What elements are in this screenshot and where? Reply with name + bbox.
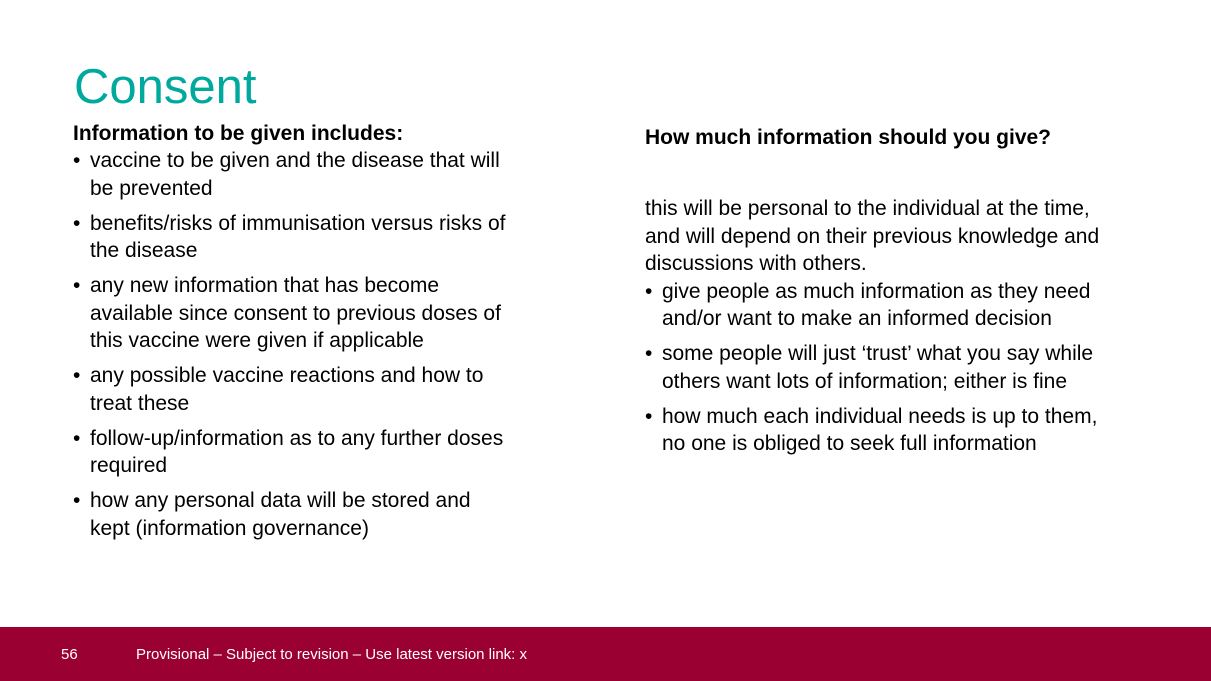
bullet-icon: •: [73, 426, 81, 450]
bullet-icon: •: [73, 211, 81, 235]
slide-title: Consent: [74, 60, 257, 114]
bullet-icon: •: [73, 149, 81, 172]
page-number: 56: [61, 646, 78, 663]
right-bullet-list: [645, 278, 1115, 458]
list-item: [645, 278, 1115, 333]
bullet-icon: •: [73, 364, 81, 387]
list-item-text: some people will just ‘trust’ what you say while others want lots of information; either is fine: [662, 342, 1094, 393]
bullet-icon: •: [645, 404, 653, 428]
list-item: [645, 403, 1115, 458]
list-item: [645, 340, 1115, 395]
list-item-text: how any personal data will be stored and kept (information governance): [90, 489, 471, 540]
list-item: [73, 272, 513, 355]
list-item-text: how much each individual needs is up to them, no one is obliged to seek full information: [662, 404, 1098, 455]
list-item: [73, 362, 513, 417]
footer-bar: [0, 627, 1211, 681]
footer-text: Provisional – Subject to revision – Use latest version link: x: [136, 646, 528, 663]
list-item-text: benefits/risks of immunisation versus risks of the disease: [90, 211, 506, 262]
list-item-text: vaccine to be given and the disease that will be prevented: [90, 149, 500, 200]
bullet-icon: •: [645, 342, 653, 365]
list-item-text: any possible vaccine reactions and how to treat these: [90, 364, 484, 415]
list-item: [73, 425, 513, 480]
bullet-icon: •: [73, 274, 81, 297]
left-bullet-list: [73, 147, 513, 542]
left-column: [73, 121, 513, 550]
left-heading: Information to be given includes:: [73, 122, 404, 145]
bullet-icon: •: [645, 279, 653, 303]
bullet-icon: •: [73, 489, 81, 512]
list-item-text: any new information that has become available since consent to previous doses of this vaccine were given if applicable: [90, 274, 501, 352]
list-item: [73, 210, 513, 265]
list-item-text: give people as much information as they need and/or want to make an informed decision: [662, 279, 1091, 330]
list-item: [73, 147, 513, 202]
right-paragraph: this will be personal to the individual at the time, and will depend on their previous knowledge and discussions with others.: [645, 197, 1100, 275]
right-column: [645, 125, 1115, 465]
list-item-text: follow-up/information as to any further doses required: [90, 426, 504, 477]
list-item: [73, 487, 513, 542]
right-heading: How much information should you give?: [645, 126, 1052, 149]
